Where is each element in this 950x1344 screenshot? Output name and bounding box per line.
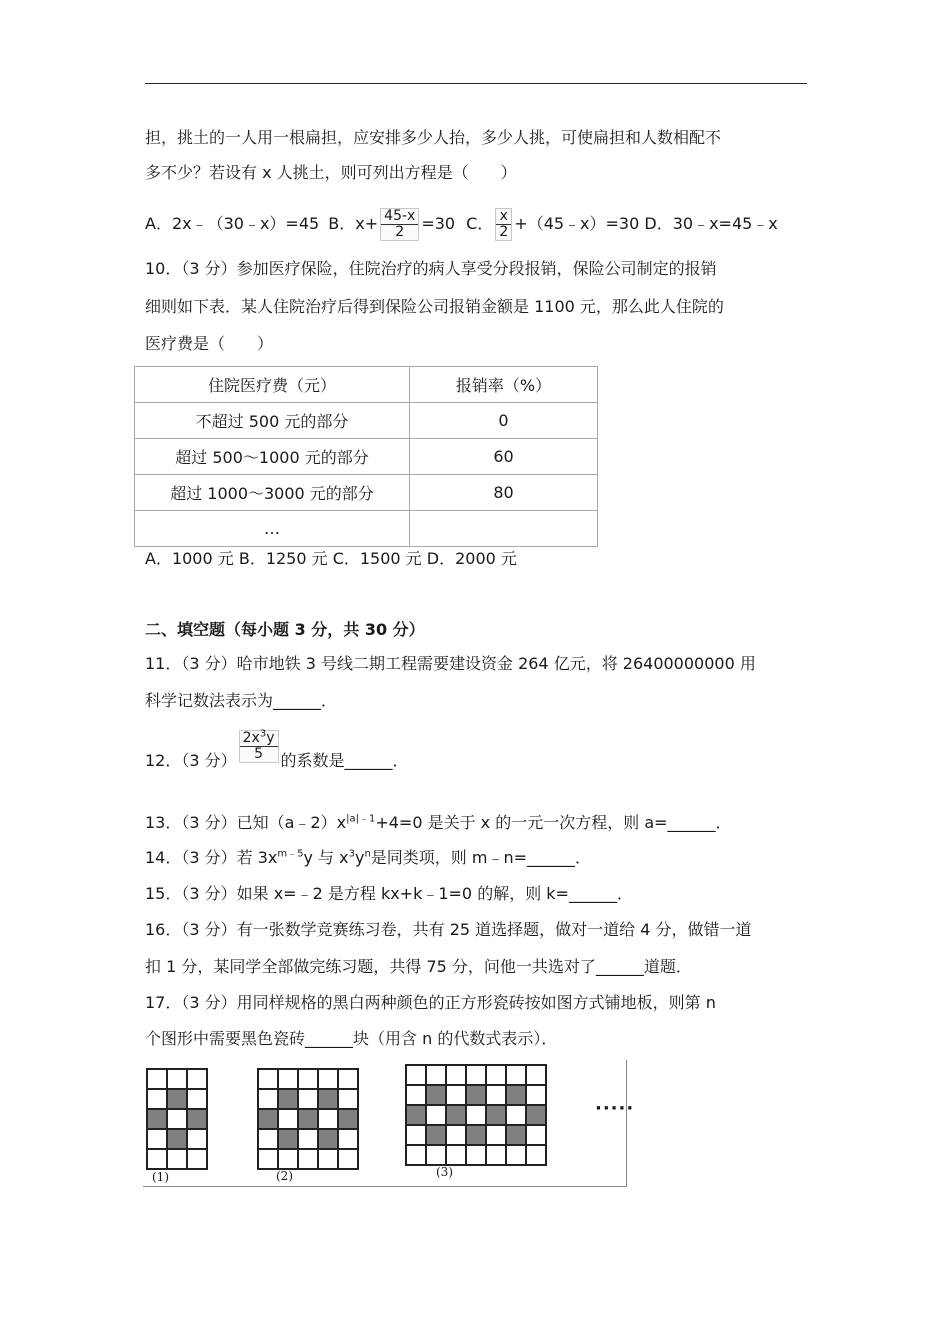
table-cell: 不超过 500 元的部分 — [135, 403, 410, 439]
white-tile — [278, 1149, 298, 1169]
q12-numerator-base: 2x — [242, 730, 260, 746]
white-tile — [406, 1065, 426, 1085]
figure-caption-1: (1) — [152, 1170, 169, 1184]
black-tile — [426, 1125, 446, 1145]
q11-line1: 11．（3 分）哈市地铁 3 号线二期工程需要建设资金 264 亿元，将 26400000000 用 — [145, 654, 756, 673]
white-tile — [446, 1085, 466, 1105]
white-tile — [486, 1065, 506, 1085]
black-tile — [167, 1089, 187, 1109]
table-row — [135, 403, 598, 439]
q9-option-c-prefix: C． — [466, 214, 494, 233]
figure-ellipsis: ····· — [595, 1098, 635, 1119]
white-tile — [187, 1089, 207, 1109]
white-tile — [298, 1089, 318, 1109]
q10-line2: 细则如下表．某人住院治疗后得到保险公司报销金额是 1100 元，那么此人住院的 — [145, 297, 724, 316]
q13-part-a: 13．（3 分）已知（a﹣2）x — [145, 813, 347, 832]
white-tile — [147, 1149, 167, 1169]
reimbursement-table — [134, 366, 598, 547]
q9-option-d: D．30﹣x=45﹣x — [644, 214, 778, 233]
tile-figure — [143, 1060, 635, 1187]
white-tile — [426, 1145, 446, 1165]
white-tile — [187, 1149, 207, 1169]
q11-line2: 科学记数法表示为______． — [145, 691, 338, 710]
q9-option-b-prefix: B．x+ — [328, 214, 379, 233]
q16-line1: 16．（3 分）有一张数学竞赛练习卷，共有 25 道选择题，做对一道给 4 分，做错一道 — [145, 920, 752, 939]
q9-option-b-numerator: 45-x — [381, 209, 418, 225]
q10-line3: 医疗费是（ ） — [145, 334, 274, 353]
header-rule — [145, 83, 807, 84]
black-tile — [506, 1125, 526, 1145]
section-heading: 二、填空题（每小题 3 分，共 30 分） — [145, 620, 425, 639]
black-tile — [466, 1085, 486, 1105]
table-row — [135, 439, 598, 475]
q9-option-a: A．2x﹣（30﹣x）=45 — [145, 214, 320, 233]
white-tile — [506, 1065, 526, 1085]
black-tile — [338, 1109, 358, 1129]
white-tile — [167, 1149, 187, 1169]
q9-option-c-numerator: x — [496, 209, 511, 225]
black-tile — [298, 1109, 318, 1129]
white-tile — [506, 1145, 526, 1165]
table-header-cell: 住院医疗费（元） — [135, 367, 410, 403]
black-tile — [278, 1089, 298, 1109]
white-tile — [147, 1129, 167, 1149]
q12-fraction — [239, 730, 279, 763]
white-tile — [406, 1085, 426, 1105]
white-tile — [318, 1149, 338, 1169]
q12-numerator — [240, 728, 278, 747]
q9-option-b-suffix: =30 — [421, 214, 456, 233]
q12-suffix: 的系数是______． — [280, 751, 409, 770]
white-tile — [338, 1069, 358, 1089]
table-cell: 超过 500～1000 元的部分 — [135, 439, 410, 475]
q10-line1: 10．（3 分）参加医疗保险，住院治疗的病人享受分段报销，保险公司制定的报销 — [145, 259, 717, 278]
white-tile — [506, 1105, 526, 1125]
white-tile — [167, 1069, 187, 1089]
white-tile — [526, 1065, 546, 1085]
white-tile — [446, 1065, 466, 1085]
figure-caption-3: (3) — [436, 1165, 453, 1179]
q9-option-c-fraction — [495, 208, 512, 241]
black-tile — [318, 1129, 338, 1149]
q12-numerator-tail: y — [266, 730, 275, 746]
q12-denominator: 5 — [254, 746, 264, 762]
q14-part-a: 14．（3 分）若 3x — [145, 848, 278, 867]
q9-line1: 担，挑土的一人用一根扁担，应安排多少人抬，多少人挑，可使扁担和人数相配不 — [145, 128, 722, 147]
q14-exponent-2: 3 — [348, 848, 355, 860]
white-tile — [406, 1145, 426, 1165]
white-tile — [526, 1145, 546, 1165]
black-tile — [167, 1129, 187, 1149]
figure-frame-bottom — [143, 1186, 627, 1187]
q14-exponent-1: m﹣5 — [277, 848, 304, 860]
white-tile — [406, 1125, 426, 1145]
table-header-row — [135, 367, 598, 403]
white-tile — [338, 1129, 358, 1149]
white-tile — [147, 1069, 167, 1089]
white-tile — [258, 1069, 278, 1089]
q12-prefix: 12．（3 分） — [145, 751, 237, 770]
white-tile — [446, 1145, 466, 1165]
black-tile — [278, 1129, 298, 1149]
black-tile — [486, 1105, 506, 1125]
white-tile — [278, 1109, 298, 1129]
white-tile — [318, 1109, 338, 1129]
tile-pattern-1 — [146, 1068, 208, 1170]
white-tile — [446, 1125, 466, 1145]
table-cell: … — [135, 511, 410, 547]
black-tile — [147, 1109, 167, 1129]
table-cell: 80 — [410, 475, 598, 511]
table-cell: 超过 1000～3000 元的部分 — [135, 475, 410, 511]
white-tile — [298, 1069, 318, 1089]
table-cell: 0 — [410, 403, 598, 439]
q9-option-b-fraction — [380, 208, 419, 241]
q9-option-c-denominator: 2 — [499, 224, 509, 240]
q15: 15．（3 分）如果 x=﹣2 是方程 kx+k﹣1=0 的解，则 k=______． — [145, 884, 633, 903]
black-tile — [406, 1105, 426, 1125]
black-tile — [446, 1105, 466, 1125]
q17-line1: 17．（3 分）用同样规格的黑白两种颜色的正方形瓷砖按如图方式铺地板，则第 n — [145, 993, 716, 1012]
white-tile — [466, 1065, 486, 1085]
white-tile — [258, 1129, 278, 1149]
white-tile — [187, 1129, 207, 1149]
q14 — [145, 847, 591, 869]
figure-caption-2: (2) — [276, 1169, 293, 1183]
white-tile — [278, 1069, 298, 1089]
table-header-cell: 报销率（%） — [410, 367, 598, 403]
white-tile — [486, 1145, 506, 1165]
figure-frame-right — [626, 1060, 627, 1187]
white-tile — [338, 1089, 358, 1109]
white-tile — [298, 1129, 318, 1149]
black-tile — [506, 1085, 526, 1105]
table-cell — [410, 511, 598, 547]
q14-part-d: 是同类项，则 m﹣n=______． — [370, 848, 592, 867]
q17-line2: 个图形中需要黑色瓷砖______块（用含 n 的代数式表示）． — [145, 1029, 558, 1048]
q14-part-b: y 与 x — [303, 848, 349, 867]
q13-part-b: +4=0 是关于 x 的一元一次方程，则 a=______． — [375, 813, 732, 832]
white-tile — [147, 1089, 167, 1109]
q10-options: A．1000 元 B．1250 元 C．1500 元 D．2000 元 — [145, 549, 517, 568]
white-tile — [426, 1105, 446, 1125]
q13 — [145, 812, 732, 834]
q12-numerator-exponent: 3 — [259, 728, 267, 740]
white-tile — [338, 1149, 358, 1169]
white-tile — [526, 1085, 546, 1105]
q14-part-c: y — [354, 848, 365, 867]
white-tile — [187, 1069, 207, 1089]
q13-exponent: |a|﹣1 — [346, 813, 376, 825]
white-tile — [426, 1065, 446, 1085]
black-tile — [258, 1109, 278, 1129]
white-tile — [466, 1145, 486, 1165]
black-tile — [526, 1105, 546, 1125]
tile-pattern-2 — [257, 1068, 359, 1170]
black-tile — [426, 1085, 446, 1105]
q14-exponent-3: n — [364, 848, 371, 860]
white-tile — [258, 1089, 278, 1109]
q12 — [145, 728, 409, 772]
white-tile — [486, 1125, 506, 1145]
q9-line2: 多不少？若设有 x 人挑土，则可列出方程是（ ） — [145, 163, 517, 182]
white-tile — [318, 1069, 338, 1089]
q16-line2: 扣 1 分，某同学全部做完练习题，共得 75 分，问他一共选对了______道题． — [145, 957, 692, 976]
white-tile — [526, 1125, 546, 1145]
black-tile — [466, 1125, 486, 1145]
table-row — [135, 511, 598, 547]
q9-option-b-denominator: 2 — [395, 224, 405, 240]
white-tile — [167, 1109, 187, 1129]
black-tile — [187, 1109, 207, 1129]
tile-pattern-3 — [405, 1064, 547, 1166]
q9-options — [145, 208, 778, 241]
black-tile — [318, 1089, 338, 1109]
white-tile — [298, 1149, 318, 1169]
white-tile — [466, 1105, 486, 1125]
white-tile — [258, 1149, 278, 1169]
table-row — [135, 475, 598, 511]
q9-option-c-suffix: +（45﹣x）=30 — [514, 214, 640, 233]
white-tile — [486, 1085, 506, 1105]
table-cell: 60 — [410, 439, 598, 475]
